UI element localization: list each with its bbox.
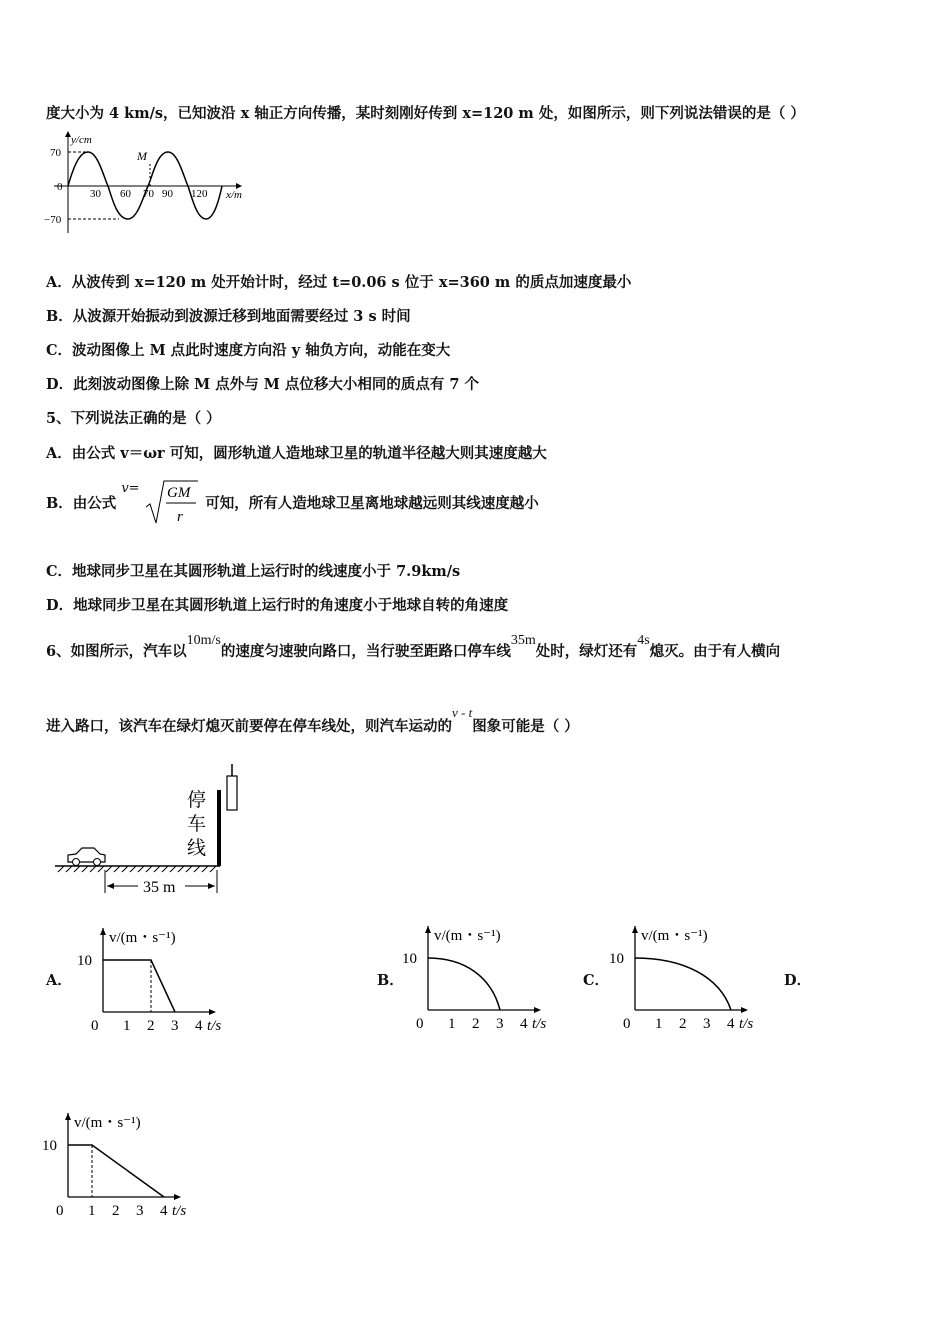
y-axis-arrow-b [425, 926, 431, 933]
y-axis-arrow-a [100, 928, 106, 935]
vt-graph-a [75, 920, 245, 1040]
wave-x-tick-90: 90 [162, 188, 173, 200]
x-axis-arrow-d [174, 1194, 181, 1200]
vt-graph-b [400, 918, 570, 1038]
q4-option-a: A．从波传到 x=120 m 处开始计时，经过 t=0.06 s 位于 x=360 m 的质点加速度最小 [46, 274, 632, 291]
q4-option-b: B．从波源开始振动到波源迁移到地面需要经过 3 s 时间 [46, 308, 411, 325]
x-axis-arrow-c [741, 1007, 748, 1013]
wave-y-tick-0: 0 [57, 181, 63, 193]
wave-x-tick-30: 30 [90, 188, 101, 200]
q6-part2: 的速度匀速驶向路口，当行驶至距路口停车线 [220, 643, 511, 660]
y-axis-arrow-d [65, 1113, 71, 1120]
vt-curve-c [635, 958, 731, 1010]
x-axis-arrow-b [534, 1007, 541, 1013]
x-axis-label-c: t/s [739, 1016, 754, 1032]
q4-option-d: D．此刻波动图像上除 M 点外与 M 点位移大小相同的质点有 7 个 [46, 376, 480, 393]
q6-dist: 35m [510, 633, 536, 648]
vt-line-a [103, 960, 175, 1012]
x-axis-label-b: t/s [532, 1016, 547, 1032]
x-tick-a-0: 0 [91, 1018, 99, 1034]
stop-line-label-3: 线 [187, 838, 207, 859]
x-axis-label-a: t/s [207, 1018, 222, 1034]
wave-point-m: M [137, 149, 147, 163]
q5-option-b-prefix: B．由公式 [46, 494, 117, 512]
q4-option-c: C．波动图像上 M 点此时速度方向沿 y 轴负方向，动能在变大 [46, 342, 451, 359]
q6-part1: 6、如图所示，汽车以 [46, 643, 187, 660]
wave-graph [40, 128, 255, 238]
x-tick-a-4: 4 [195, 1018, 203, 1034]
q5-formula-den: r [177, 509, 184, 525]
q6-part4: 熄灭。由于有人横向 [649, 643, 781, 660]
x-tick-c-1: 1 [655, 1016, 663, 1032]
q5-formula-num: GM [167, 485, 191, 501]
q5-option-a: A．由公式 v＝ωr 可知，圆形轨道人造地球卫星的轨道半径越大则其速度越大 [46, 445, 547, 462]
x-tick-a-3: 3 [171, 1018, 179, 1034]
q5-stem: 5、下列说法正确的是（ ） [46, 410, 221, 427]
stop-line-label-2: 车 [187, 814, 207, 835]
q6-line2b: 图象可能是（ ） [472, 718, 579, 735]
q6-line2a: 进入路口，该汽车在绿灯熄灭前要停在停车线处，则汽车运动的 [46, 718, 452, 735]
car-scene [50, 758, 260, 903]
y-axis-label-b: v/(m・s⁻¹) [434, 928, 501, 944]
wave-x-tick-70: 70 [143, 188, 154, 200]
x-tick-b-3: 3 [496, 1016, 504, 1032]
ground-hatching [58, 866, 216, 872]
vt-curve-b [428, 958, 500, 1010]
x-tick-c-0: 0 [623, 1016, 631, 1032]
x-tick-d-4: 4 [160, 1203, 168, 1219]
y-axis-label-d: v/(m・s⁻¹) [74, 1115, 141, 1131]
y-tick-10-b: 10 [402, 951, 417, 967]
q6-speed: 10m/s [186, 633, 221, 648]
y-tick-10-a: 10 [77, 953, 92, 969]
wave-y-tick-70: 70 [50, 147, 61, 159]
vt-graph-d [40, 1105, 210, 1225]
x-tick-c-3: 3 [703, 1016, 711, 1032]
car-icon [68, 848, 105, 866]
x-tick-b-2: 2 [472, 1016, 480, 1032]
vt-line-d [68, 1145, 164, 1197]
y-tick-10-c: 10 [609, 951, 624, 967]
x-tick-d-3: 3 [136, 1203, 144, 1219]
x-tick-c-4: 4 [727, 1016, 735, 1032]
q5-option-c: C．地球同步卫星在其圆形轨道上运行时的线速度小于 7.9km/s [46, 563, 461, 580]
traffic-light-icon [227, 776, 237, 810]
x-tick-d-0: 0 [56, 1203, 64, 1219]
x-tick-d-1: 1 [88, 1203, 96, 1219]
stop-line-pole [217, 790, 221, 866]
y-axis-arrow-c [632, 926, 638, 933]
y-axis-label-c: v/(m・s⁻¹) [641, 928, 708, 944]
q5-option-d: D．地球同步卫星在其圆形轨道上运行时的角速度小于地球自转的角速度 [46, 597, 509, 614]
q5-formula-v: v= [121, 481, 140, 496]
x-tick-a-1: 1 [123, 1018, 131, 1034]
y-tick-10-d: 10 [42, 1138, 57, 1154]
q6-vt: v - t [452, 705, 473, 720]
stop-line-label-1: 停 [187, 790, 207, 811]
q5-formula [121, 477, 200, 527]
wave-y-tick-neg70: −70 [44, 214, 62, 226]
y-axis-label-a: v/(m・s⁻¹) [109, 930, 176, 946]
q6-option-label-a: A． [46, 972, 72, 989]
wave-x-tick-120: 120 [191, 188, 208, 200]
q6-time: 4s [637, 633, 650, 648]
q5-formula-radical [144, 477, 200, 527]
wave-y-label: y/cm [71, 134, 92, 146]
distance-label: 35 m [143, 879, 176, 896]
q6-part3: 处时，绿灯还有 [535, 643, 638, 660]
q5-option-b-suffix: 可知，所有人造地球卫星离地球越远则其线速度越小 [205, 494, 539, 512]
q5-option-b [46, 477, 539, 527]
q6-option-label-c: C． [583, 972, 610, 989]
x-axis-label-d: t/s [172, 1203, 187, 1219]
wave-x-label: x/m [226, 189, 242, 201]
q6-option-label-d: D． [784, 972, 812, 989]
q4-stem: 度大小为 4 km/s，已知波沿 x 轴正方向传播，某时刻刚好传到 x=120 m 处，如图所示，则下列说法错误的是（ ） [46, 105, 805, 122]
x-tick-a-2: 2 [147, 1018, 155, 1034]
q6-stem-line2 [46, 705, 579, 736]
x-tick-b-1: 1 [448, 1016, 456, 1032]
vt-graph-c [607, 918, 777, 1038]
x-tick-b-4: 4 [520, 1016, 528, 1032]
x-axis-arrow-a [209, 1009, 216, 1015]
x-tick-d-2: 2 [112, 1203, 120, 1219]
x-tick-c-2: 2 [679, 1016, 687, 1032]
q6-option-label-b: B． [377, 972, 404, 989]
x-tick-b-0: 0 [416, 1016, 424, 1032]
wave-x-tick-60: 60 [120, 188, 131, 200]
q6-stem-line1 [46, 633, 781, 661]
